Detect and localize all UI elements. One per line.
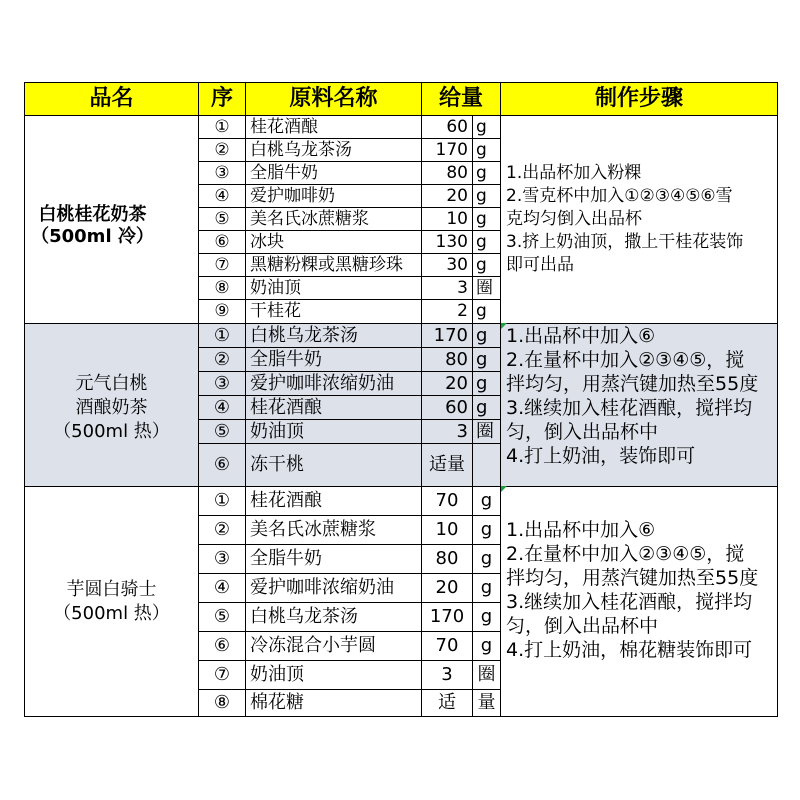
seq-cell: ⑤ — [199, 603, 246, 632]
seq-cell: ⑦ — [199, 254, 246, 277]
seq-cell: ⑥ — [199, 231, 246, 254]
amount-value-cell: 130 — [422, 231, 473, 254]
recipe-group-3 — [25, 487, 778, 717]
ingredient-cell: 桂花酒酿 — [246, 116, 422, 139]
amount-value-cell: 20 — [422, 372, 473, 396]
seq-cell: ⑨ — [199, 300, 246, 324]
seq-cell: ⑥ — [199, 444, 246, 487]
amount-unit-cell: g — [473, 396, 501, 420]
ingredient-cell: 美名氏冰蔗糖浆 — [246, 208, 422, 231]
ingredient-cell: 爱护咖啡浓缩奶油 — [246, 372, 422, 396]
amount-value-cell: 170 — [422, 324, 473, 348]
step-line: 4.打上奶油，棉花糖装饰即可 — [506, 639, 753, 661]
recipe-group-2 — [25, 324, 778, 487]
ingredient-cell: 爱护咖啡奶 — [246, 185, 422, 208]
amount-unit-cell: g — [473, 545, 501, 574]
step-line: 3.继续加入桂花酒酿，搅拌均 — [506, 397, 753, 419]
seq-cell: ⑧ — [199, 277, 246, 300]
green-triangle-marker-icon — [501, 323, 507, 329]
seq-cell: ③ — [199, 372, 246, 396]
step-line: 3.挤上奶油顶，撒上干桂花装饰 — [506, 232, 744, 252]
ingredient-cell: 美名氏冰蔗糖浆 — [246, 516, 422, 545]
amount-value-cell: 70 — [422, 487, 473, 516]
amount-value-cell: 3 — [422, 420, 473, 444]
amount-unit-cell: g — [473, 516, 501, 545]
seq-cell: ③ — [199, 545, 246, 574]
product-name-line: 酒酿奶茶 — [75, 396, 148, 418]
step-line: 1.出品杯加入粉粿 — [506, 163, 642, 183]
amount-unit-cell: g — [473, 185, 501, 208]
amount-unit-cell: g — [473, 487, 501, 516]
ingredient-cell: 棉花糖 — [246, 690, 422, 717]
amount-unit-cell: g — [473, 231, 501, 254]
amount-unit-cell — [473, 444, 501, 487]
step-line: 匀，倒入出品杯中 — [506, 615, 659, 637]
header-seq: 序 — [199, 83, 246, 116]
product-serving-line: （500ml 冷） — [31, 225, 154, 247]
ingredient-cell: 奶油顶 — [246, 277, 422, 300]
step-line: 1.出品杯中加入⑥ — [506, 325, 656, 347]
amount-value-cell: 适 — [422, 690, 473, 717]
seq-cell: ③ — [199, 162, 246, 185]
amount-unit-cell: 圈 — [473, 420, 501, 444]
step-line: 即可出品 — [506, 255, 575, 275]
amount-value-cell: 70 — [422, 632, 473, 661]
ingredient-cell: 白桃乌龙茶汤 — [246, 324, 422, 348]
seq-cell: ① — [199, 324, 246, 348]
amount-unit-cell: 圈 — [473, 277, 501, 300]
ingredient-cell: 冰块 — [246, 231, 422, 254]
amount-value-cell: 3 — [422, 277, 473, 300]
ingredient-cell: 全脂牛奶 — [246, 348, 422, 372]
amount-value-cell: 170 — [422, 603, 473, 632]
seq-cell: ① — [199, 487, 246, 516]
steps-cell — [501, 487, 778, 717]
step-line: 2.在量杯中加入②③④⑤，搅 — [506, 543, 745, 565]
amount-unit-cell: g — [473, 632, 501, 661]
amount-value-cell: 适量 — [422, 444, 473, 487]
steps-cell — [501, 324, 778, 487]
step-line: 2.在量杯中加入②③④⑤，搅 — [506, 349, 745, 371]
amount-value-cell: 80 — [422, 545, 473, 574]
amount-value-cell: 10 — [422, 516, 473, 545]
amount-value-cell: 20 — [422, 574, 473, 603]
amount-unit-cell: 量 — [473, 690, 501, 717]
ingredient-cell: 黑糖粉粿或黑糖珍珠 — [246, 254, 422, 277]
amount-value-cell: 2 — [422, 300, 473, 324]
table-row — [25, 324, 778, 348]
seq-cell: ⑦ — [199, 661, 246, 690]
recipe-table — [24, 82, 778, 717]
step-line: 4.打上奶油，装饰即可 — [506, 445, 696, 467]
header-ingredient: 原料名称 — [246, 83, 422, 116]
seq-cell: ⑥ — [199, 632, 246, 661]
seq-cell: ② — [199, 516, 246, 545]
product-name-cell — [25, 324, 199, 487]
recipe-group-1 — [25, 116, 778, 324]
seq-cell: ④ — [199, 396, 246, 420]
amount-unit-cell: g — [473, 162, 501, 185]
ingredient-cell: 爱护咖啡浓缩奶油 — [246, 574, 422, 603]
amount-value-cell: 3 — [422, 661, 473, 690]
step-line: 1.出品杯中加入⑥ — [506, 519, 656, 541]
ingredient-cell: 冻干桃 — [246, 444, 422, 487]
amount-unit-cell: g — [473, 254, 501, 277]
seq-cell: ② — [199, 139, 246, 162]
seq-cell: ⑤ — [199, 420, 246, 444]
seq-cell: ④ — [199, 185, 246, 208]
step-line: 拌均匀，用蒸汽键加热至55度 — [506, 567, 759, 589]
amount-value-cell: 10 — [422, 208, 473, 231]
ingredient-cell: 桂花酒酿 — [246, 487, 422, 516]
table-row — [25, 487, 778, 516]
amount-unit-cell: g — [473, 574, 501, 603]
amount-value-cell: 20 — [422, 185, 473, 208]
amount-unit-cell: g — [473, 348, 501, 372]
amount-value-cell: 80 — [422, 162, 473, 185]
step-line: 匀，倒入出品杯中 — [506, 421, 659, 443]
header-amount: 给量 — [422, 83, 501, 116]
seq-cell: ② — [199, 348, 246, 372]
amount-unit-cell: g — [473, 116, 501, 139]
ingredient-cell: 全脂牛奶 — [246, 162, 422, 185]
ingredient-cell: 干桂花 — [246, 300, 422, 324]
amount-value-cell: 170 — [422, 139, 473, 162]
ingredient-cell: 白桃乌龙茶汤 — [246, 139, 422, 162]
product-serving-line: （500ml 热） — [53, 602, 170, 624]
table-row — [25, 116, 778, 139]
amount-unit-cell: 圈 — [473, 661, 501, 690]
product-name-cell — [25, 487, 199, 717]
seq-cell: ① — [199, 116, 246, 139]
seq-cell: ⑧ — [199, 690, 246, 717]
product-name-cell — [25, 116, 199, 324]
step-line: 3.继续加入桂花酒酿，搅拌均 — [506, 591, 753, 613]
ingredient-cell: 冷冻混合小芋圆 — [246, 632, 422, 661]
header-row — [25, 83, 778, 116]
amount-unit-cell: g — [473, 300, 501, 324]
ingredient-cell: 奶油顶 — [246, 661, 422, 690]
step-line: 2.雪克杯中加入①②③④⑤⑥雪 — [506, 186, 733, 206]
product-serving-line: （500ml 热） — [53, 420, 170, 442]
amount-value-cell: 60 — [422, 116, 473, 139]
amount-unit-cell: g — [473, 324, 501, 348]
step-line: 克均匀倒入出品杯 — [506, 209, 643, 229]
ingredient-cell: 桂花酒酿 — [246, 396, 422, 420]
step-line: 拌均匀，用蒸汽键加热至55度 — [506, 373, 759, 395]
amount-value-cell: 60 — [422, 396, 473, 420]
header-steps: 制作步骤 — [501, 83, 778, 116]
amount-unit-cell: g — [473, 372, 501, 396]
green-triangle-marker-icon — [501, 486, 507, 492]
amount-unit-cell: g — [473, 139, 501, 162]
product-name-line: 白桃桂花奶茶 — [38, 203, 147, 225]
amount-value-cell: 30 — [422, 254, 473, 277]
amount-unit-cell: g — [473, 603, 501, 632]
amount-unit-cell: g — [473, 208, 501, 231]
steps-cell — [501, 116, 778, 324]
seq-cell: ⑤ — [199, 208, 246, 231]
product-name-line: 元气白桃 — [75, 372, 148, 394]
amount-value-cell: 80 — [422, 348, 473, 372]
product-name-line: 芋圆白骑士 — [66, 578, 157, 600]
ingredient-cell: 白桃乌龙茶汤 — [246, 603, 422, 632]
ingredient-cell: 奶油顶 — [246, 420, 422, 444]
ingredient-cell: 全脂牛奶 — [246, 545, 422, 574]
seq-cell: ④ — [199, 574, 246, 603]
header-product-name: 品名 — [25, 83, 199, 116]
